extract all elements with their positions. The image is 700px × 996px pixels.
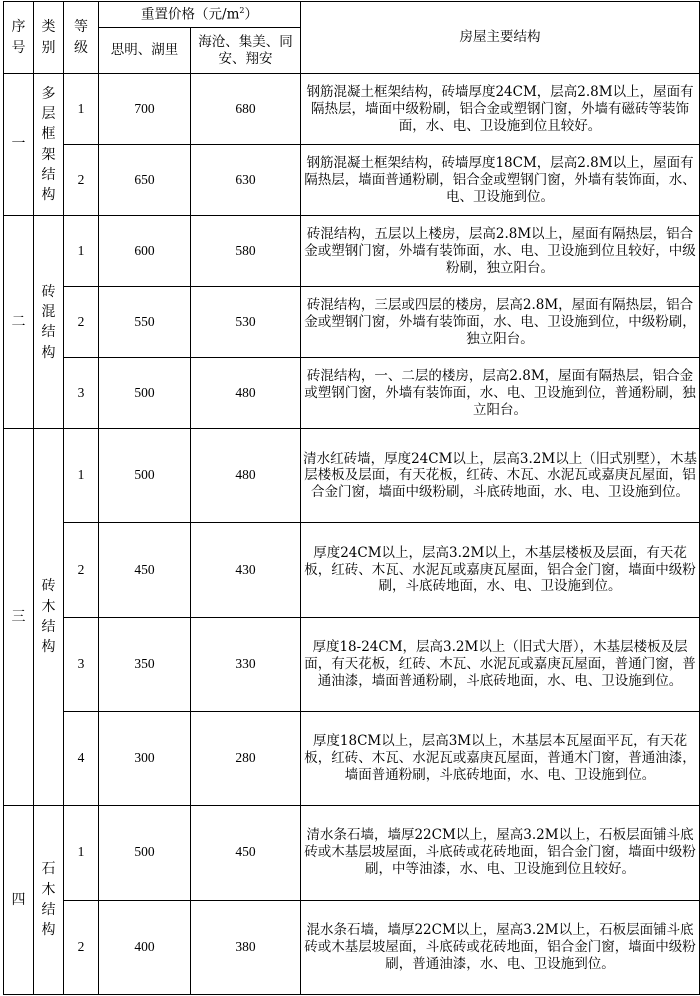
- grade-cell: 1: [64, 216, 99, 287]
- price-b-cell: 680: [191, 74, 301, 145]
- price-a-cell: 500: [99, 358, 191, 429]
- price-b-cell: 330: [191, 617, 301, 711]
- group-seq: 一: [4, 74, 34, 216]
- grade-cell: 2: [64, 523, 99, 617]
- structure-desc: 清水条石墙，墙厚22CM以上，屋高3.2M以上，石板层面铺斗底砖或木基层坡屋面，斗底砖或花砖地面，铝合金门窗，墙面中级粉刷，中等油漆，水、电、卫设施到位且较好。: [301, 805, 700, 900]
- structure-desc: 清水红砖墙，厚度24CM以上，层高3.2M以上（旧式别墅），木基层楼板及层面，有天花板，红砖、木瓦、水泥瓦或嘉庚瓦屋面，铝合金门窗，墙面中级粉刷，斗底砖地面，水、电、卫设施到位。: [301, 429, 700, 523]
- price-a-cell: 300: [99, 711, 191, 805]
- header-price-group: 重置价格（元$/m^2$）: [99, 2, 301, 28]
- price-a-cell: 550: [99, 287, 191, 358]
- grade-cell: 2: [64, 145, 99, 216]
- price-a-cell: 650: [99, 145, 191, 216]
- grade-cell: 2: [64, 900, 99, 994]
- price-a-cell: 500: [99, 805, 191, 900]
- structure-desc: 钢筋混凝土框架结构，砖墙厚度24CM，层高2.8M以上，屋面有隔热层，墙面中级粉刷，铝合金或塑钢门窗，外墙有磁砖等装饰面，水、电、卫设施到位且较好。: [301, 74, 700, 145]
- group-seq: 二: [4, 216, 34, 429]
- structure-desc: 厚度24CM以上，层高3.2M以上，木基层楼板及层面，有天花板，红砖、木瓦、水泥瓦或嘉庚瓦屋面，铝合金门窗，墙面中级粉刷，斗底砖地面，水、电、卫设施到位。: [301, 523, 700, 617]
- grade-cell: 3: [64, 358, 99, 429]
- grade-cell: 1: [64, 429, 99, 523]
- price-b-cell: 450: [191, 805, 301, 900]
- group-category: 多层框架结构: [34, 74, 64, 216]
- structure-desc: 混水条石墙，墙厚22CM以上，屋高3.2M以上，石板层面铺斗底砖或木基层坡屋面，斗底砖或花砖地面，铝合金门窗，墙面中级粉刷，普通油漆，水、电、卫设施到位。: [301, 900, 700, 994]
- grade-cell: 4: [64, 711, 99, 805]
- header-area-a: 思明、湖里: [99, 28, 191, 74]
- price-b-cell: 530: [191, 287, 301, 358]
- price-a-cell: 400: [99, 900, 191, 994]
- structure-desc: 砖混结构，一、二层的楼房，层高2.8M，屋面有隔热层，铝合金或塑钢门窗，外墙有装饰面，水、电、卫设施到位，普通粉刷，独立阳台。: [301, 358, 700, 429]
- price-b-cell: 630: [191, 145, 301, 216]
- price-b-cell: 380: [191, 900, 301, 994]
- price-a-cell: 600: [99, 216, 191, 287]
- group-seq: 四: [4, 805, 34, 994]
- header-seq: 序号: [4, 2, 34, 74]
- header-area-b: 海沧、集美、同安、翔安: [191, 28, 301, 74]
- grade-cell: 3: [64, 617, 99, 711]
- group-category: 砖混结构: [34, 216, 64, 429]
- price-a-cell: 350: [99, 617, 191, 711]
- grade-cell: 1: [64, 74, 99, 145]
- price-b-cell: 480: [191, 358, 301, 429]
- price-a-cell: 500: [99, 429, 191, 523]
- header-grade: 等级: [64, 2, 99, 74]
- group-category: 砖木结构: [34, 429, 64, 805]
- structure-desc: 厚度18CM以上，层高3M以上，木基层本瓦屋面平瓦，有天花板，红砖、木瓦、水泥瓦或嘉庚瓦屋面，普通木门窗，普通油漆，墙面普通粉刷，斗底砖地面，水、电、卫设施到位。: [301, 711, 700, 805]
- grade-cell: 1: [64, 805, 99, 900]
- price-table: [3, 1, 700, 995]
- structure-desc: 钢筋混凝土框架结构，砖墙厚度18CM，层高2.8M以上，屋面有隔热层，墙面普通粉刷，铝合金或塑钢门窗，外墙有装饰面，水、电、卫设施到位。: [301, 145, 700, 216]
- header-structure: 房屋主要结构: [301, 2, 700, 74]
- price-b-cell: 280: [191, 711, 301, 805]
- grade-cell: 2: [64, 287, 99, 358]
- structure-desc: 厚度18-24CM，层高3.2M以上（旧式大厝），木基层楼板及层面，有天花板，红砖、木瓦、水泥瓦或嘉庚瓦屋面，普通门窗，普通油漆，墙面普通粉刷，斗底砖地面，水、电、卫设施到位。: [301, 617, 700, 711]
- structure-desc: 砖混结构，三层或四层的楼房，层高2.8M，屋面有隔热层，铝合金或塑钢门窗，外墙有装饰面，水、电、卫设施到位，中级粉刷，独立阳台。: [301, 287, 700, 358]
- structure-desc: 砖混结构，五层以上楼房，层高2.8M以上，屋面有隔热层，铝合金或塑钢门窗，外墙有装饰面，水、电、卫设施到位且较好，中级粉刷，独立阳台。: [301, 216, 700, 287]
- price-a-cell: 450: [99, 523, 191, 617]
- header-category: 类别: [34, 2, 64, 74]
- price-a-cell: 700: [99, 74, 191, 145]
- group-category: 石木结构: [34, 805, 64, 994]
- price-b-cell: 430: [191, 523, 301, 617]
- price-b-cell: 480: [191, 429, 301, 523]
- price-b-cell: 580: [191, 216, 301, 287]
- group-seq: 三: [4, 429, 34, 805]
